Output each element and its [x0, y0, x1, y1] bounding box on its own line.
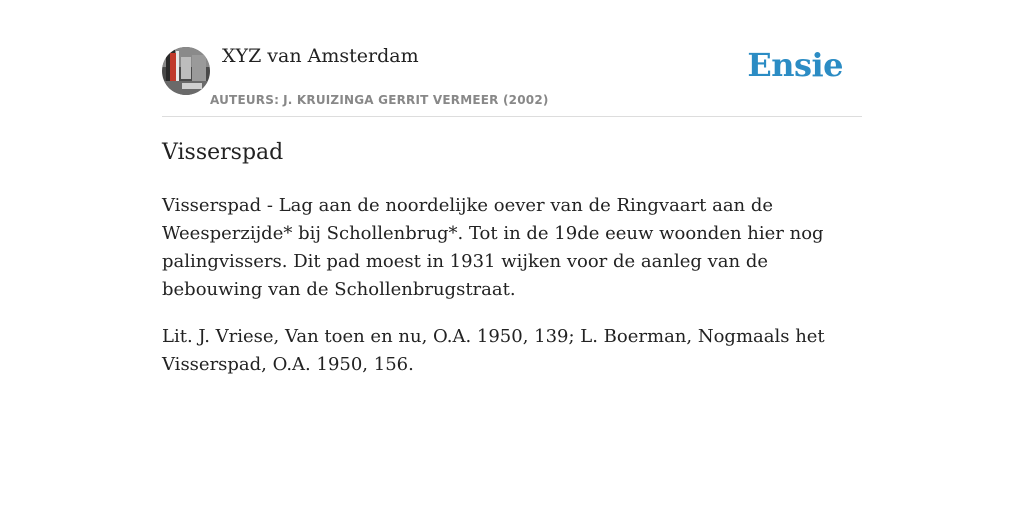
book-title[interactable]: XYZ van Amsterdam	[222, 45, 419, 67]
authors-names: J. KRUIZINGA GERRIT VERMEER (2002)	[283, 93, 549, 107]
header	[162, 0, 862, 117]
ensie-logo[interactable]: Ensie	[747, 46, 843, 84]
authors-prefix: AUTEURS:	[210, 93, 280, 107]
authors-line	[210, 93, 549, 107]
entry-paragraph: Visserspad - Lag aan de noordelijke oever van de Ringvaart aan de Weesperzijde* bij Schollenbrug*. Tot in de 19de eeuw woonden hier nog palingvissers. Dit pad moest in 1931 wijken voor de aanleg van de bebouwing van de Schollenbrugstraat.	[162, 195, 824, 300]
page-container	[162, 0, 862, 375]
book-cover-avatar[interactable]	[162, 47, 210, 95]
entry-paragraph: Lit. J. Vriese, Van toen en nu, O.A. 1950, 139; L. Boerman, Nogmaals het Visserspad, O.A. 1950, 156.	[162, 326, 825, 375]
entry-title: Visserspad	[162, 140, 284, 165]
book-cover-icon	[162, 47, 210, 95]
entry-body	[162, 192, 862, 398]
